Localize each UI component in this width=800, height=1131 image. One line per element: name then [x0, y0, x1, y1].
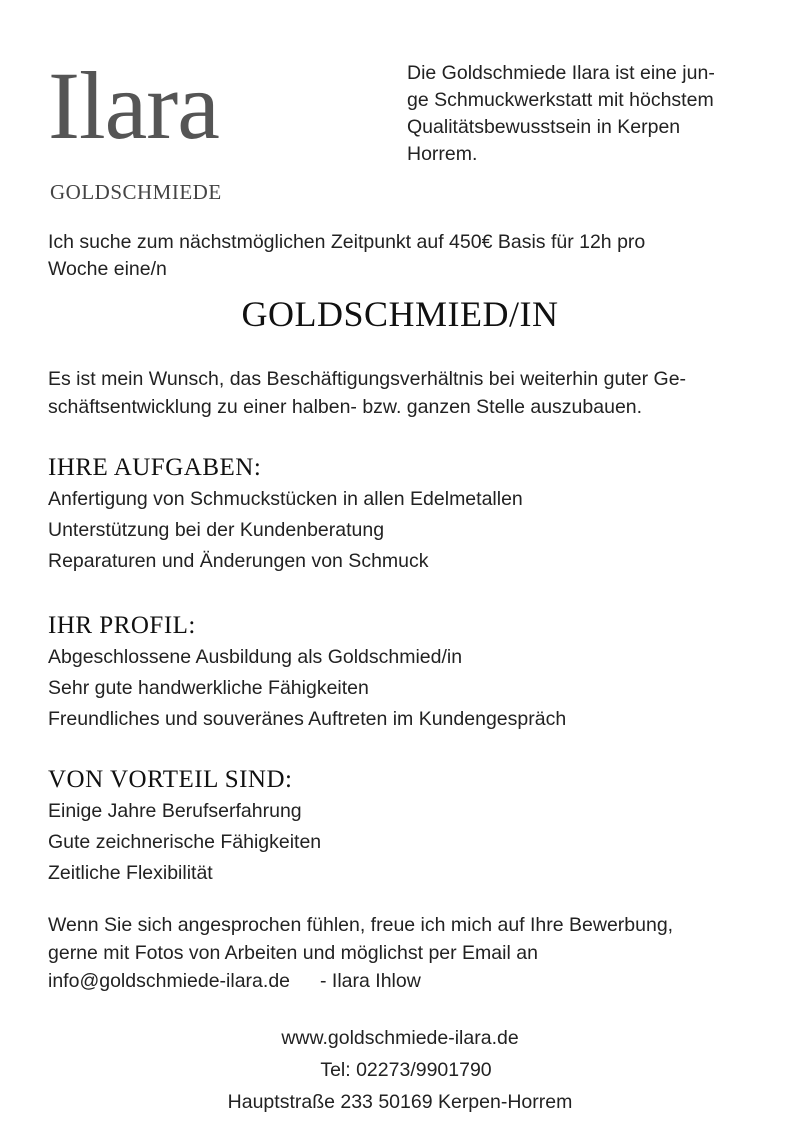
website-link[interactable]: www.goldschmiede-ilara.de: [281, 1027, 519, 1049]
job-title: GOLDSCHMIED/IN: [241, 294, 559, 334]
logo-subtitle: GOLDSCHMIEDE: [50, 180, 222, 204]
wish-line: schäftsentwicklung zu einer halben- bzw. ganzen Stelle auszubauen.: [48, 396, 643, 418]
intro-line: Die Goldschmiede Ilara ist eine jun-: [407, 62, 715, 84]
intro-line: Horrem.: [407, 143, 478, 165]
lead-text: [48, 229, 748, 283]
list-item: Sehr gute handwerkliche Fähigkeiten: [48, 677, 369, 699]
list-item: Unterstützung bei der Kundenberatung: [48, 519, 385, 541]
logo-wordmark: Ilara: [48, 52, 219, 159]
footer-contact: [0, 1022, 800, 1118]
footer-address: Hauptstraße 233 50169 Kerpen-Horrem: [227, 1091, 573, 1113]
list-item: Freundliches und souveränes Auftreten im Kundengespräch: [48, 708, 567, 730]
closing-line-email: [48, 967, 768, 995]
lead-line: Ich suche zum nächstmöglichen Zeitpunkt auf 450€ Basis für 12h pro: [48, 231, 646, 253]
list-item: Anfertigung von Schmuckstücken in allen Edelmetallen: [48, 488, 523, 510]
signature: - Ilara Ihlow: [320, 970, 421, 992]
logo: [48, 40, 263, 210]
intro-line: Qualitätsbewusstsein in Kerpen: [407, 116, 681, 138]
section-heading: IHR PROFIL:: [48, 612, 196, 639]
intro-text: [407, 60, 757, 168]
list-item: Einige Jahre Berufserfahrung: [48, 800, 302, 822]
phone-number: Tel: 02273/9901790: [320, 1059, 492, 1081]
list-item: Abgeschlossene Ausbildung als Goldschmied/in: [48, 646, 463, 668]
intro-line: ge Schmuckwerkstatt mit höchstem: [407, 89, 714, 111]
section-heading: IHRE AUFGABEN:: [48, 454, 262, 481]
section-profile: [48, 610, 758, 735]
footer-line-1: [0, 1022, 800, 1086]
section-tasks: [48, 452, 758, 577]
wish-line: Es ist mein Wunsch, das Beschäftigungsverhältnis bei weiterhin guter Ge-: [48, 368, 687, 390]
closing-text: [48, 911, 768, 995]
closing-line: gerne mit Fotos von Arbeiten und möglichst per Email an: [48, 942, 538, 964]
list-item: Reparaturen und Änderungen von Schmuck: [48, 550, 429, 572]
email-link[interactable]: info@goldschmiede-ilara.de: [48, 970, 291, 992]
wish-text: [48, 365, 758, 421]
section-advantages: [48, 764, 758, 889]
section-heading: VON VORTEIL SIND:: [48, 766, 293, 793]
closing-line: Wenn Sie sich angesprochen fühlen, freue ich mich auf Ihre Bewerbung,: [48, 914, 674, 936]
list-item: Gute zeichnerische Fähigkeiten: [48, 831, 322, 853]
lead-line: Woche eine/n: [48, 258, 167, 280]
list-item: Zeitliche Flexibilität: [48, 862, 213, 884]
